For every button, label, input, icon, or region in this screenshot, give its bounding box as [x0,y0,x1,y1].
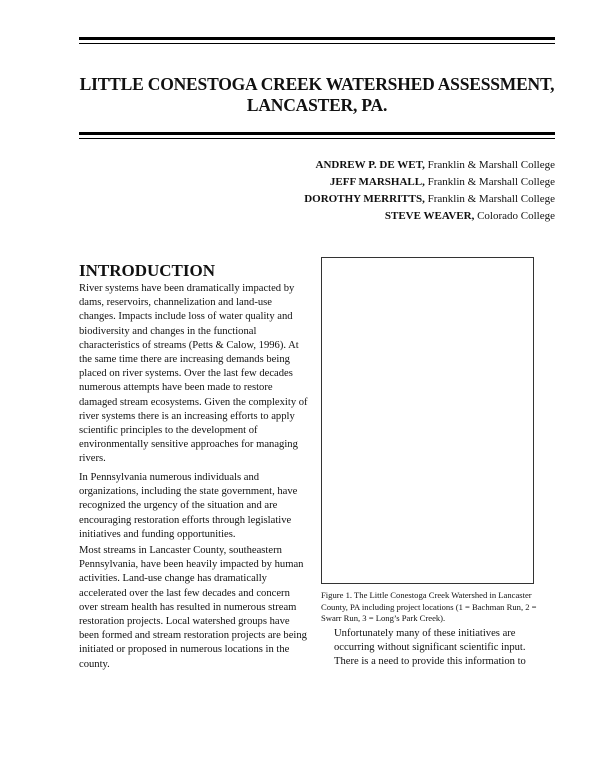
author-line [304,191,555,208]
body-paragraph: Most streams in Lancaster County, southeastern Pennsylvania, have been heavily impacted by human activities. Land-use change has dramatically accelerated over the last few decades and concern over stream health has resulted in numerous stream restoration projects. Local watershed groups have been formed and stream restoration projects are being initiated or proposed in numerous locations in the county. [79,545,307,670]
author-name: STEVE WEAVER, [384,210,475,222]
figure-caption: Figure 1. The Little Conestoga Creek Watershed in Lancaster County, PA including project locations (1 = Bachman Run, 2 = Swarr Run, 3 = Long’s Park Creek). [321,590,537,623]
top-rule-thick [79,37,555,40]
figure-placeholder [321,257,534,584]
author-line [304,208,555,225]
author-line [304,174,555,191]
author-list [304,157,555,225]
author-affiliation: Franklin & Marshall College [424,176,555,188]
top-rule-thin [79,43,555,44]
author-name: ANDREW P. DE WET, [315,159,425,171]
title-rule-thick [79,132,555,135]
paper-title: LITTLE CONESTOGA CREEK WATERSHED ASSESSMENT, LANCASTER, PA. [79,74,555,115]
body-paragraph: In Pennsylvania numerous individuals and organizations, including the state government, have recognized the urgency of the situation and are encouraging restoration efforts through legislative initiatives and funding opportunities. [79,472,298,540]
body-paragraph: Unfortunately many of these initiatives are occurring without significant scientific input. There is a need to provide this information to [334,628,526,668]
author-line [304,157,555,174]
author-affiliation: Colorado College [474,210,555,222]
body-paragraph: River systems have been dramatically impacted by dams, reservoirs, channelization and land-use changes. Impacts include loss of water quality and biodiversity and changes in the functional characteristics of streams (Petts & Calow, 1996). At the same time there are increasing demands being placed on river systems. Over the last few decades numerous attempts have been made to restore damaged stream ecosystems. Given the complexity of river systems there is an increasing efforts to apply scientific principles to the development of environmentally sensitive approaches for managing rivers. [79,283,308,465]
author-affiliation: Franklin & Marshall College [424,159,555,171]
section-heading: INTRODUCTION [79,261,216,280]
author-affiliation: Franklin & Marshall College [424,193,555,205]
author-name: JEFF MARSHALL, [329,176,425,188]
title-rule-thin [79,138,555,139]
author-name: DOROTHY MERRITTS, [304,193,425,205]
